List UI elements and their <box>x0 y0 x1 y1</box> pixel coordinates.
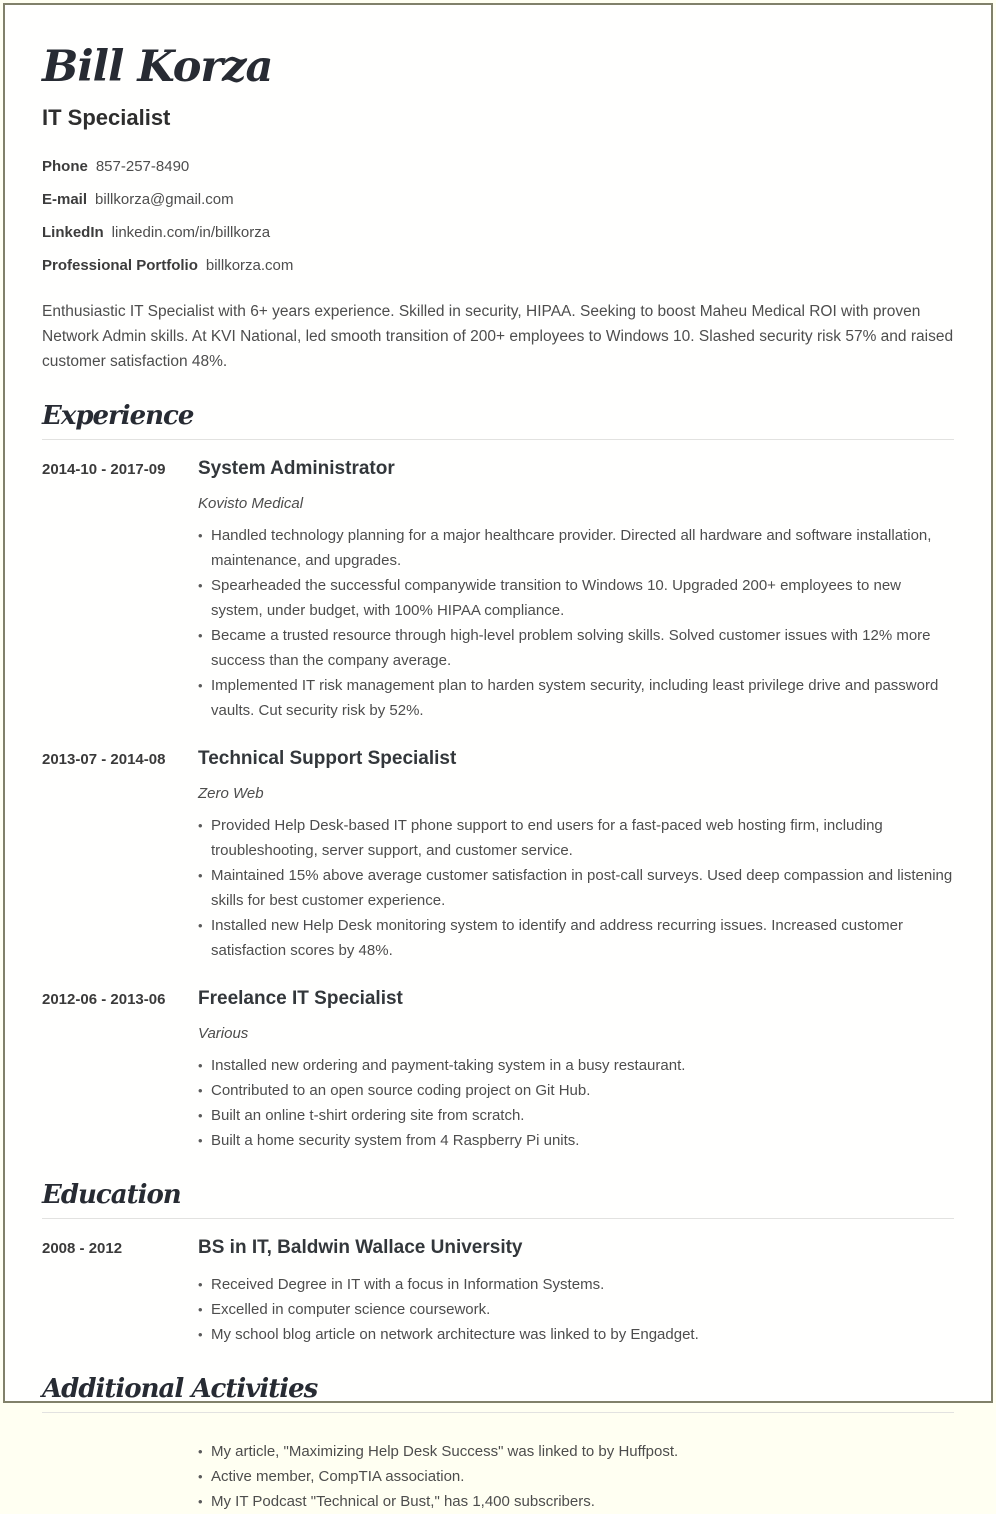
bullet-item: • Provided Help Desk-based IT phone support to end users for a fast-paced web hosting firm, including troubleshooting, server support, and customer service. <box>198 813 954 863</box>
section-entries <box>42 1413 954 1514</box>
contact-value: billkorza@gmail.com <box>95 191 234 209</box>
entry-subtitle: Zero Web <box>198 785 264 803</box>
bullet-item: • Maintained 15% above average customer satisfaction in post-call surveys. Used deep compassion and listening skills for best customer experience. <box>198 863 954 913</box>
bullet-item: • My IT Podcast "Technical or Bust," has 1,400 subscribers. <box>198 1489 954 1514</box>
entry-bullets <box>198 1272 954 1347</box>
resume-entry <box>42 987 954 1153</box>
contact-label: LinkedIn <box>42 224 104 242</box>
entry-date: 2013-07 - 2014-08 <box>42 751 166 769</box>
entry-bullets <box>198 1439 954 1514</box>
section-entries <box>42 1219 954 1347</box>
contact-value: 857-257-8490 <box>95 158 190 176</box>
contact-value: billkorza.com <box>205 257 294 275</box>
bullet-item: • Excelled in computer science coursework. <box>198 1297 954 1322</box>
resume-entry <box>42 457 954 723</box>
candidate-name: Bill Korza <box>42 42 273 92</box>
bullet-item: • My school blog article on network architecture was linked to by Engadget. <box>198 1322 954 1347</box>
contact-value: linkedin.com/in/billkorza <box>111 224 271 242</box>
bullet-item: • Installed new Help Desk monitoring system to identify and address recurring issues. Increased customer satisfaction scores by 48%. <box>198 913 954 963</box>
entry-bullets <box>198 1053 954 1153</box>
section-heading: Education <box>42 1180 181 1211</box>
bullet-item: • Built a home security system from 4 Raspberry Pi units. <box>198 1128 954 1153</box>
contact-list <box>42 157 954 275</box>
resume-section <box>42 402 954 1153</box>
section-heading: Additional Activities <box>42 1374 318 1405</box>
resume-entry <box>42 1236 954 1347</box>
resume-page <box>3 3 993 1510</box>
summary-paragraph: Enthusiastic IT Specialist with 6+ years experience. Skilled in security, HIPAA. Seeking to boost Maheu Medical ROI with proven Network Admin skills. At KVI National, led smooth transition of 200+ employees to Windows 10. Slashed security risk 57% and raised customer satisfaction 48%. <box>42 303 954 371</box>
entry-date: 2008 - 2012 <box>42 1240 123 1258</box>
bullet-item: • Handled technology planning for a major healthcare provider. Directed all hardware and software installation, maintenance, and upgrades. <box>198 523 954 573</box>
entry-bullets <box>198 813 954 963</box>
entry-body <box>198 747 954 963</box>
entry-subtitle: Kovisto Medical <box>198 495 304 513</box>
bullet-item: • Received Degree in IT with a focus in Information Systems. <box>198 1272 954 1297</box>
entry-body <box>198 1236 954 1347</box>
entry-title: Technical Support Specialist <box>198 748 457 770</box>
contact-label: E-mail <box>42 191 88 209</box>
sections <box>42 402 954 1514</box>
resume-section <box>42 1181 954 1347</box>
entry-title: Freelance IT Specialist <box>198 988 403 1010</box>
contact-row <box>42 190 954 209</box>
entry-body <box>198 987 954 1153</box>
entry-title: BS in IT, Baldwin Wallace University <box>198 1237 523 1259</box>
bullet-item: • Installed new ordering and payment-taking system in a busy restaurant. <box>198 1053 954 1078</box>
entry-date <box>42 1430 198 1514</box>
bullet-item: • Spearheaded the successful companywide transition to Windows 10. Upgraded 200+ employees to new system, under budget, with 100% HIPAA compliance. <box>198 573 954 623</box>
bullet-item: • Built an online t-shirt ordering site from scratch. <box>198 1103 954 1128</box>
contact-row <box>42 157 954 176</box>
entry-body <box>198 457 954 723</box>
contact-label: Professional Portfolio <box>42 257 198 275</box>
bullet-item: • Contributed to an open source coding project on Git Hub. <box>198 1078 954 1103</box>
resume-section <box>42 1375 954 1514</box>
bullet-item: • Became a trusted resource through high-level problem solving skills. Solved customer issues with 12% more success than the company average. <box>198 623 954 673</box>
section-entries <box>42 440 954 1153</box>
candidate-job-title: IT Specialist <box>42 105 171 131</box>
entry-date: 2012-06 - 2013-06 <box>42 991 166 1009</box>
bullet-item: • Active member, CompTIA association. <box>198 1464 954 1489</box>
bullet-item: • My article, "Maximizing Help Desk Success" was linked to by Huffpost. <box>198 1439 954 1464</box>
resume-entry <box>42 1430 954 1514</box>
contact-row <box>42 223 954 242</box>
resume-header <box>42 44 954 275</box>
entry-bullets <box>198 523 954 723</box>
contact-label: Phone <box>42 158 88 176</box>
entry-title: System Administrator <box>198 458 395 480</box>
entry-body <box>198 1430 954 1514</box>
entry-date: 2014-10 - 2017-09 <box>42 461 166 479</box>
resume-entry <box>42 747 954 963</box>
contact-row <box>42 256 954 275</box>
entry-subtitle: Various <box>198 1025 249 1043</box>
bullet-item: • Implemented IT risk management plan to harden system security, including least privilege drive and password vaults. Cut security risk by 52%. <box>198 673 954 723</box>
section-heading: Experience <box>42 401 194 432</box>
